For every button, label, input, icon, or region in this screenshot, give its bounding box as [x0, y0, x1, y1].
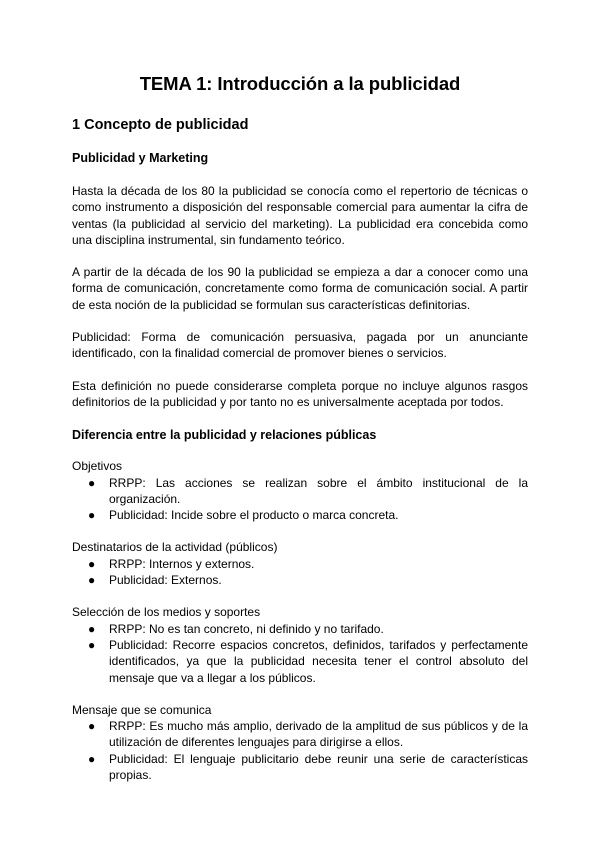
list-item: ● Publicidad: Recorre espacios concretos, definidos, tarifados y perfectamente identificados, ya que la publicidad necesita tener el control absoluto del mensaje que va a llegar a los públicos.: [88, 637, 528, 685]
section-heading-concepto: 1 Concepto de publicidad: [72, 117, 249, 133]
list-item: ● RRPP: Es mucho más amplio, derivado de la amplitud de sus públicos y de la utilización de diferentes lenguajes para dirigirse a ellos.: [88, 719, 528, 750]
list-item: ● Publicidad: Externos.: [88, 573, 222, 588]
group-label: Mensaje que se comunica: [72, 702, 212, 717]
bullet-icon: ●: [88, 621, 96, 636]
group-destinatarios: [72, 539, 528, 588]
group-label: Objetivos: [72, 459, 123, 474]
bullet-icon: ●: [88, 475, 96, 490]
paragraph-2: A partir de la década de los 90 la publicidad se empieza a dar a conocer como una forma de comunicación, concretamente como forma de comunicación social. A partir de esta noción de la publicidad se formulan sus características definitorias.: [72, 265, 528, 312]
list-item: ● RRPP: No es tan concreto, ni definido y no tarifado.: [88, 621, 384, 636]
group-medios-soportes: [72, 604, 528, 685]
list-item: ● Publicidad: El lenguaje publicitario debe reunir una serie de características propias.: [88, 751, 528, 783]
bullet-icon: ●: [88, 573, 96, 588]
bullet-icon: ●: [88, 719, 96, 734]
document-title: TEMA 1: Introducción a la publicidad: [139, 73, 461, 94]
bullet-icon: ●: [88, 751, 96, 766]
bullet-list: [72, 556, 528, 589]
list-item: ● Publicidad: Incide sobre el producto o marca concreta.: [88, 508, 399, 523]
document-page: [72, 72, 528, 783]
group-mensaje: [72, 702, 528, 783]
bullet-icon: ●: [88, 637, 96, 652]
list-item: ● RRPP: Internos y externos.: [88, 556, 255, 571]
bullet-list: [72, 718, 528, 783]
group-label: Destinatarios de la actividad (públicos): [72, 540, 278, 555]
group-objetivos: [72, 458, 528, 523]
group-label: Selección de los medios y soportes: [72, 605, 261, 620]
bullet-icon: ●: [88, 508, 96, 523]
subheading-publicidad-marketing: Publicidad y Marketing: [72, 151, 209, 165]
subheading-diferencia: Diferencia entre la publicidad y relaciones públicas: [72, 428, 377, 443]
paragraph-3: Esta definición no puede considerarse completa porque no incluye algunos rasgos definitorios de la publicidad y por tanto no es universalmente aceptada por todos.: [72, 378, 528, 409]
bullet-icon: ●: [88, 556, 96, 571]
list-item: ● RRPP: Las acciones se realizan sobre el ámbito institucional de la organización.: [88, 475, 528, 506]
bullet-list: [72, 621, 528, 686]
paragraph-1: Hasta la década de los 80 la publicidad se conocía como el repertorio de técnicas o como instrumento a disposición del responsable comercial para aumentar la cifra de ventas (la publicidad al servicio del marketing). La publicidad era concebida como una disciplina instrumental, sin fundamento teórico.: [72, 184, 528, 247]
paragraph-definition: Publicidad: Forma de comunicación persuasiva, pagada por un anunciante identificado, con la finalidad comercial de promover bienes o servicios.: [72, 330, 528, 361]
bullet-list: [72, 475, 528, 524]
